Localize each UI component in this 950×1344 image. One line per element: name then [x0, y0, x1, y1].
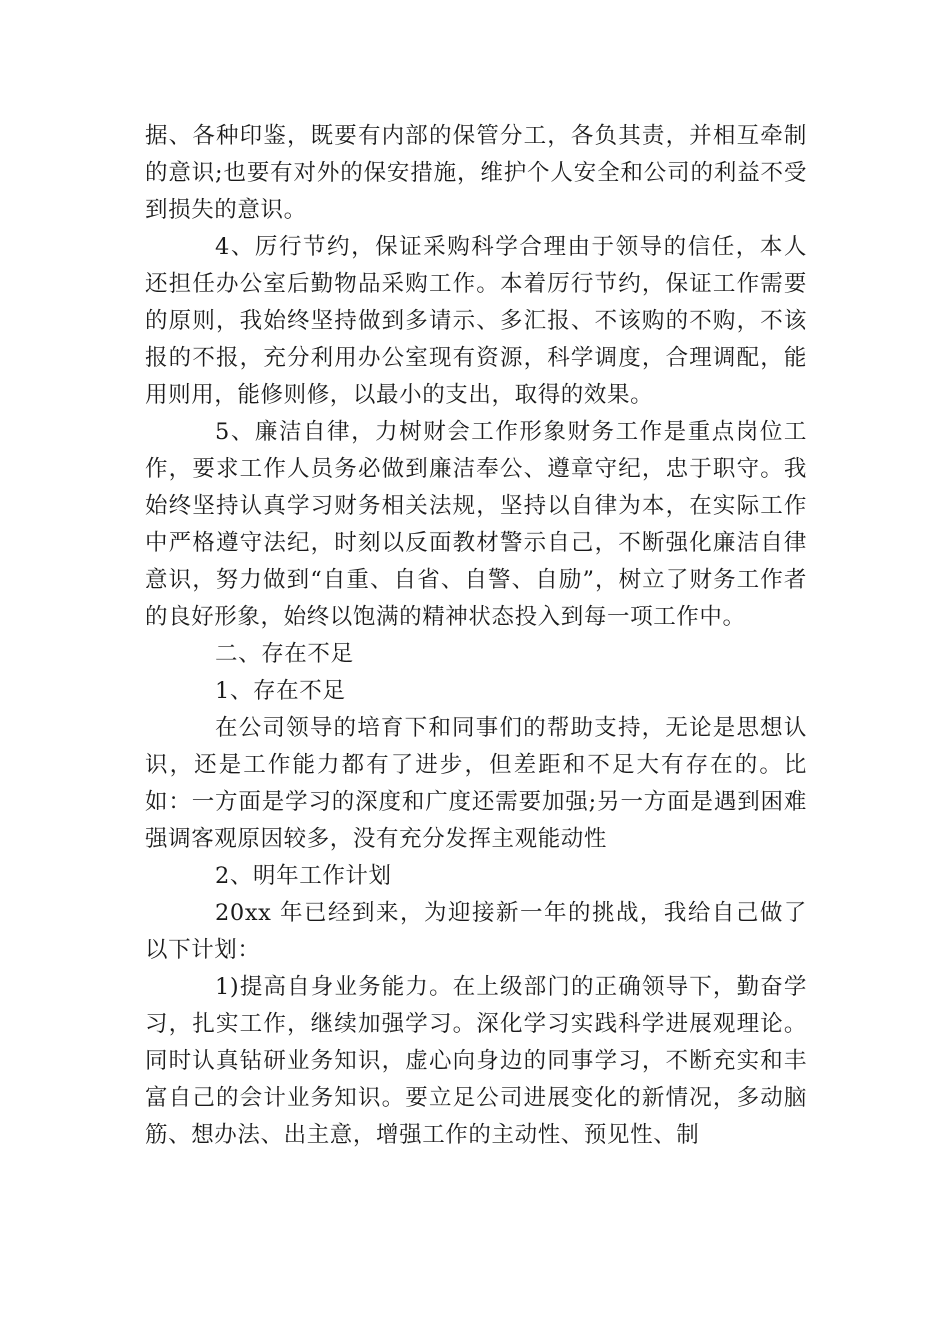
paragraph-plan-intro: 20xx 年已经到来，为迎接新一年的挑战，我给自己做了以下计划：	[145, 900, 807, 963]
subheading-shortcomings: 1、存在不足	[215, 678, 346, 704]
paragraph-shortcomings: 在公司领导的培育下和同事们的帮助支持，无论是思想认识，还是工作能力都有了进步，但差距和不足大有存在的。比如：一方面是学习的深度和广度还需要加强;另一方面是遇到困难强调客观原因较多，没有充分发挥主观能动性	[145, 715, 807, 852]
document-body	[145, 118, 807, 1154]
paragraph-item-4: 4、厉行节约，保证采购科学合理由于领导的信任，本人还担任办公室后勤物品采购工作。本着厉行节约，保证工作需要的原则，我始终坚持做到多请示、多汇报、不该购的不购，不该报的不报，充分利用办公室现有资源，科学调度，合理调配，能用则用，能修则修，以最小的支出，取得的效果。	[145, 234, 807, 408]
paragraph-item-5: 5、廉洁自律，力树财会工作形象财务工作是重点岗位工作，要求工作人员务必做到廉洁奉公、遵章守纪，忠于职守。我始终坚持认真学习财务相关法规，坚持以自律为本，在实际工作中严格遵守法纪，时刻以反面教材警示自己，不断强化廉洁自律意识，努力做到“自重、自省、自警、自励”，树立了财务工作者的良好形象，始终以饱满的精神状态投入到每一项工作中。	[145, 419, 807, 630]
paragraph-plan-item-1: 1)提高自身业务能力。在上级部门的正确领导下，勤奋学习，扎实工作，继续加强学习。深化学习实践科学进展观理论。同时认真钻研业务知识，虚心向身边的同事学习，不断充实和丰富自己的会计业务知识。要立足公司进展变化的新情况，多动脑筋、想办法、出主意，增强工作的主动性、预见性、制	[145, 974, 807, 1148]
paragraph-continuation: 据、各种印鉴，既要有内部的保管分工，各负其责，并相互牵制的意识;也要有对外的保安措施，维护个人安全和公司的利益不受到损失的意识。	[145, 123, 807, 223]
subheading-next-year-plan: 2、明年工作计划	[215, 863, 392, 889]
section-heading-shortcomings: 二、存在不足	[215, 641, 354, 667]
